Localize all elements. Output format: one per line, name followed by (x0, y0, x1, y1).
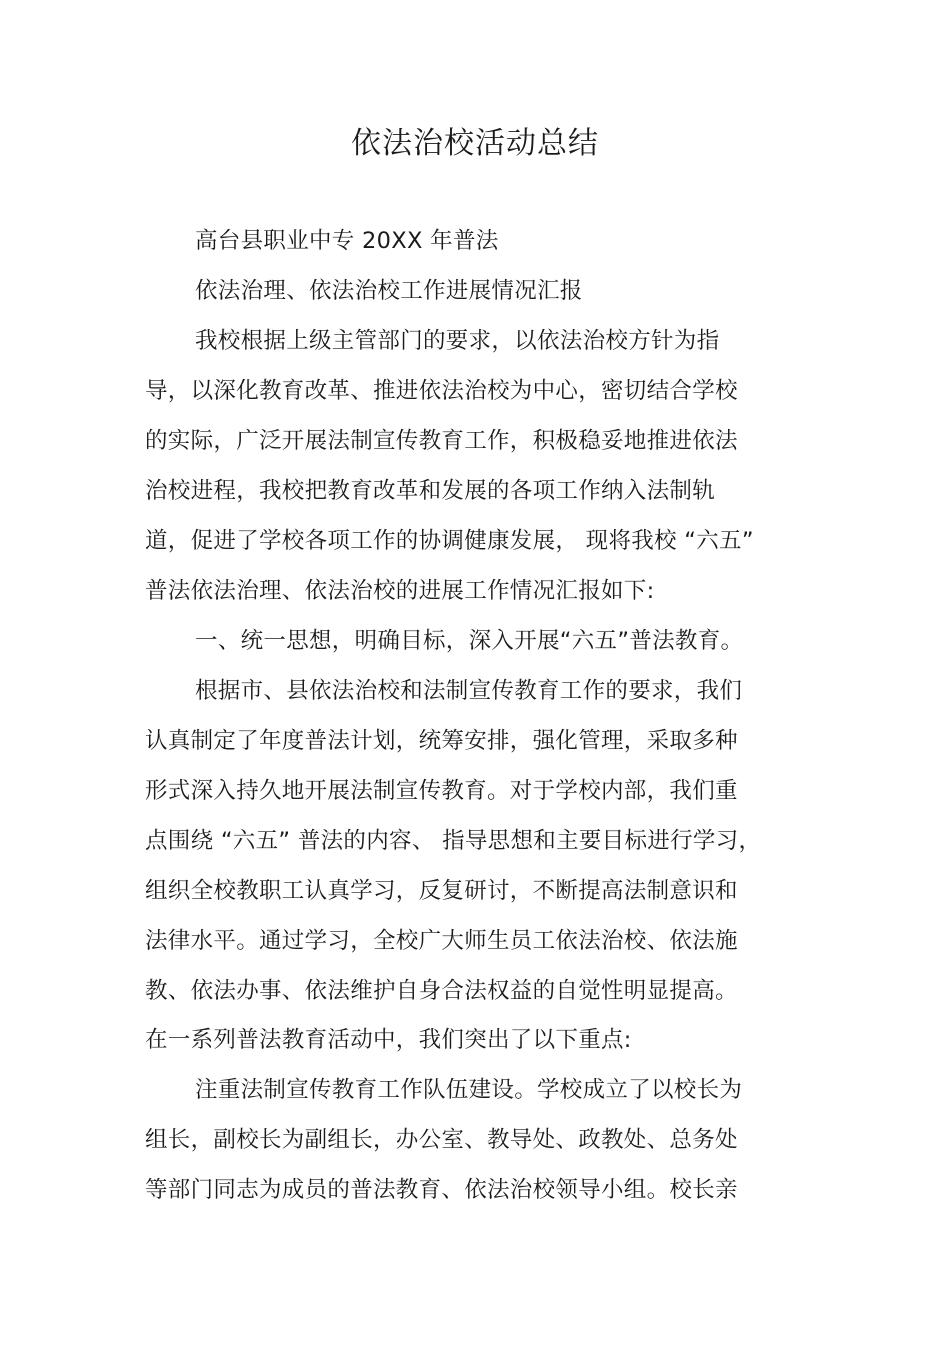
text-line: 依法治理、依法治校工作进展情况汇报 (195, 278, 583, 304)
text-line: 点围绕 “六五” 普法的内容、 指导思想和主要目标进行学习， (145, 828, 762, 854)
text-line: 注重法制宣传教育工作队伍建设。学校成立了以校长为 (195, 1077, 743, 1103)
text-line: 教、依法办事、依法维护自身合法权益的自觉性明显提高。 (145, 978, 738, 1004)
section-heading: 一、统一思想，明确目标，深入开展“六五”普法教育。 (195, 628, 744, 654)
text-line: 导，以深化教育改革、推进依法治校为中心，密切结合学校 (145, 378, 738, 404)
text-line: 组长，副校长为副组长，办公室、教导处、政教处、总务处 (145, 1127, 738, 1153)
text-line: 在一系列普法教育活动中，我们突出了以下重点: (145, 1027, 632, 1053)
document-title: 依法治校活动总结 (351, 126, 599, 161)
text-line: 治校进程，我校把教育改革和发展的各项工作纳入法制轨 (145, 478, 716, 504)
text-line: 组织全校教职工认真学习，反复研讨，不断提高法制意识和 (145, 878, 738, 904)
text-line: 道，促进了学校各项工作的协调健康发展， 现将我校 “六五” (145, 528, 754, 554)
text-line: 形式深入持久地开展法制宣传教育。对于学校内部，我们重 (145, 778, 738, 804)
text-line: 的实际，广泛开展法制宣传教育工作，积极稳妥地推进依法 (145, 428, 738, 454)
text-line: 等部门同志为成员的普法教育、依法治校领导小组。校长亲 (145, 1177, 738, 1203)
text-line: 我校根据上级主管部门的要求，以依法治校方针为指 (195, 328, 720, 354)
text-line: 高台县职业中专 20XX 年普法 (195, 228, 499, 254)
text-line: 法律水平。通过学习，全校广大师生员工依法治校、依法施 (145, 928, 738, 954)
text-line: 普法依法治理、依法治校的进展工作情况汇报如下: (145, 578, 655, 604)
text-line: 认真制定了年度普法计划，统筹安排，强化管理，采取多种 (145, 728, 738, 754)
text-line: 根据市、县依法治校和法制宣传教育工作的要求，我们 (195, 678, 743, 704)
